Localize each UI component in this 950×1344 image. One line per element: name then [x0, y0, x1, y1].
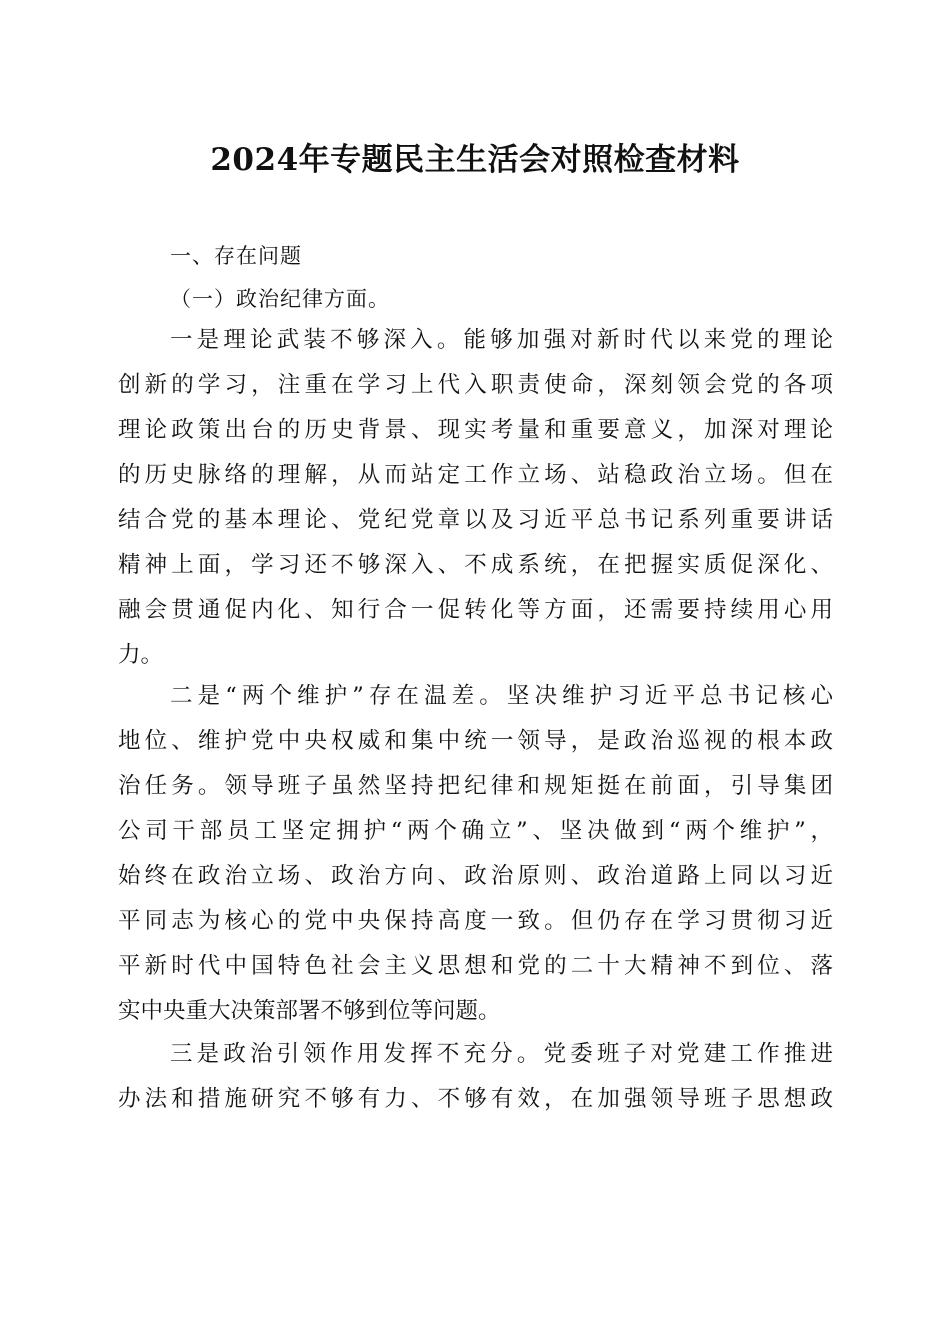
paragraph-line: 公司干部员工坚定拥护“两个确立”、坚决做到“两个维护”，: [118, 818, 833, 844]
paragraph-line: 实中央重大决策部署不够到位等问题。: [118, 998, 501, 1024]
paragraph-line: 治任务。领导班子虽然坚持把纪律和规矩挺在前面，引导集团: [118, 773, 833, 799]
paragraph-line: 平新时代中国特色社会主义思想和党的二十大精神不到位、落: [118, 953, 833, 979]
paragraph-line: 精神上面，学习还不够深入、不成系统，在把握实质促深化、: [118, 552, 833, 578]
paragraph-line: 地位、维护党中央权威和集中统一领导，是政治巡视的根本政: [118, 728, 833, 754]
sub-heading-political-discipline: （一）政治纪律方面。: [170, 287, 390, 311]
paragraph-line: 始终在政治立场、政治方向、政治原则、政治道路上同以习近: [118, 863, 833, 889]
paragraph-two-safeguards: [118, 674, 833, 1034]
paragraph-line: 平同志为核心的党中央保持高度一致。但仍存在学习贯彻习近: [118, 908, 833, 934]
paragraph-theory-study: [118, 318, 833, 678]
paragraph-line: 理论政策出台的历史背景、现实考量和重要意义，加深对理论: [118, 417, 833, 443]
paragraph-line: 力。: [118, 642, 164, 668]
paragraph-line: 三是政治引领作用发挥不充分。党委班子对党建工作推进: [170, 1041, 833, 1067]
paragraph-line: 一是理论武装不够深入。能够加强对新时代以来党的理论: [170, 327, 833, 353]
section-heading-problems: 一、存在问题: [170, 244, 302, 268]
paragraph-line: 融会贯通促内化、知行合一促转化等方面，还需要持续用心用: [118, 597, 833, 623]
paragraph-line: 结合党的基本理论、党纪党章以及习近平总书记系列重要讲话: [118, 507, 833, 533]
paragraph-line: 的历史脉络的理解，从而站定工作立场、站稳政治立场。但在: [118, 462, 833, 488]
document-title: 2024年专题民主生活会对照检查材料: [210, 142, 740, 178]
paragraph-political-leadership: [118, 1032, 833, 1122]
paragraph-line: 创新的学习，注重在学习上代入职责使命，深刻领会党的各项: [118, 372, 833, 398]
paragraph-line: 办法和措施研究不够有力、不够有效，在加强领导班子思想政: [118, 1086, 833, 1112]
paragraph-line: 二是“两个维护”存在温差。坚决维护习近平总书记核心: [170, 683, 833, 709]
